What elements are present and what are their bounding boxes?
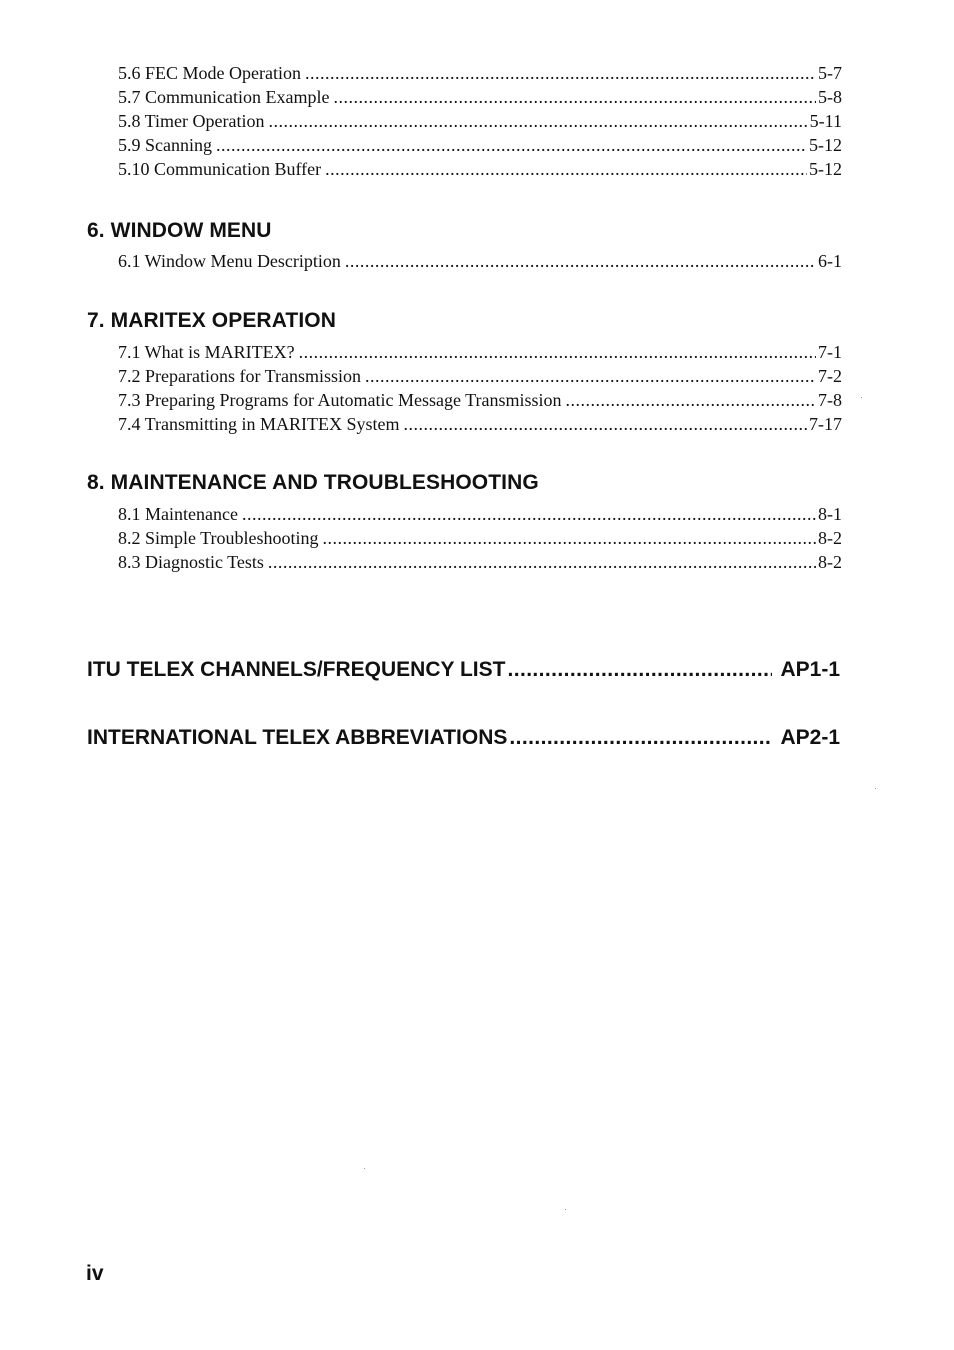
dot-leader [333, 85, 816, 109]
toc-entry-6-1[interactable] [118, 249, 842, 273]
toc-entry-5-6[interactable] [118, 61, 842, 85]
toc-entry-page: 7-17 [809, 414, 842, 434]
dot-leader [365, 364, 816, 388]
toc-entry-5-9[interactable] [118, 133, 842, 157]
toc-entry-title: 8.2 Simple Troubleshooting [118, 528, 319, 548]
dot-leader [404, 412, 807, 436]
dot-leader [242, 502, 816, 526]
appendix-title: ITU TELEX CHANNELS/FREQUENCY LIST [87, 658, 506, 681]
toc-entry-page: 5-7 [818, 63, 842, 83]
toc-entry-5-7[interactable] [118, 85, 842, 109]
dot-leader [565, 388, 816, 412]
toc-entry-7-3[interactable] [118, 388, 842, 412]
dot-leader [509, 725, 772, 751]
toc-entry-page: 7-2 [818, 366, 842, 386]
toc-entry-title: 5.7 Communication Example [118, 87, 330, 107]
scan-speck [861, 397, 862, 398]
toc-entry-title: 7.3 Preparing Programs for Automatic Message Transmission [118, 390, 562, 410]
toc-entry-title: 5.10 Communication Buffer [118, 159, 322, 179]
toc-entry-7-4[interactable] [118, 412, 842, 436]
appendix-page: AP1-1 [780, 658, 840, 681]
toc-entry-title: 7.4 Transmitting in MARITEX System [118, 414, 400, 434]
chapter-7-heading[interactable]: 7. MARITEX OPERATION [87, 309, 336, 332]
toc-entry-title: 5.8 Timer Operation [118, 111, 265, 131]
dot-leader [305, 61, 816, 85]
toc-appendix-2[interactable] [87, 725, 840, 751]
toc-entry-title: 8.3 Diagnostic Tests [118, 552, 264, 572]
toc-entry-page: 5-11 [809, 111, 842, 131]
toc-entry-5-10[interactable] [118, 157, 842, 181]
dot-leader [268, 550, 816, 574]
toc-entry-page: 5-8 [818, 87, 842, 107]
toc-entry-title: 7.2 Preparations for Transmission [118, 366, 361, 386]
toc-entry-5-8[interactable] [118, 109, 842, 133]
page-number: iv [86, 1262, 104, 1285]
dot-leader [269, 109, 808, 133]
toc-entry-page: 8-2 [818, 528, 842, 548]
toc-entry-page: 8-1 [818, 504, 842, 524]
toc-entry-page: 5-12 [809, 159, 842, 179]
scan-speck [875, 788, 876, 789]
dot-leader [345, 249, 816, 273]
toc-entry-title: 5.6 FEC Mode Operation [118, 63, 301, 83]
chapter-6-heading[interactable]: 6. WINDOW MENU [87, 219, 272, 242]
toc-entry-8-2[interactable] [118, 526, 842, 550]
toc-entry-7-2[interactable] [118, 364, 842, 388]
appendix-page: AP2-1 [780, 726, 840, 749]
dot-leader [323, 526, 816, 550]
toc-entry-title: 8.1 Maintenance [118, 504, 238, 524]
toc-entry-7-1[interactable] [118, 340, 842, 364]
toc-entry-8-1[interactable] [118, 502, 842, 526]
toc-appendix-1[interactable] [87, 657, 840, 683]
toc-entry-page: 7-8 [818, 390, 842, 410]
toc-entry-8-3[interactable] [118, 550, 842, 574]
dot-leader [216, 133, 807, 157]
toc-entry-page: 8-2 [818, 552, 842, 572]
toc-entry-page: 7-1 [818, 342, 842, 362]
appendix-title: INTERNATIONAL TELEX ABBREVIATIONS [87, 726, 508, 749]
toc-entry-page: 6-1 [818, 251, 842, 271]
dot-leader [299, 340, 816, 364]
scan-speck [565, 1209, 566, 1210]
toc-entry-page: 5-12 [809, 135, 842, 155]
scan-speck [364, 1168, 365, 1169]
toc-entry-title: 6.1 Window Menu Description [118, 251, 341, 271]
toc-entry-title: 5.9 Scanning [118, 135, 212, 155]
toc-entry-title: 7.1 What is MARITEX? [118, 342, 295, 362]
chapter-8-heading[interactable]: 8. MAINTENANCE AND TROUBLESHOOTING [87, 471, 539, 494]
dot-leader [325, 157, 807, 181]
dot-leader [507, 657, 772, 683]
